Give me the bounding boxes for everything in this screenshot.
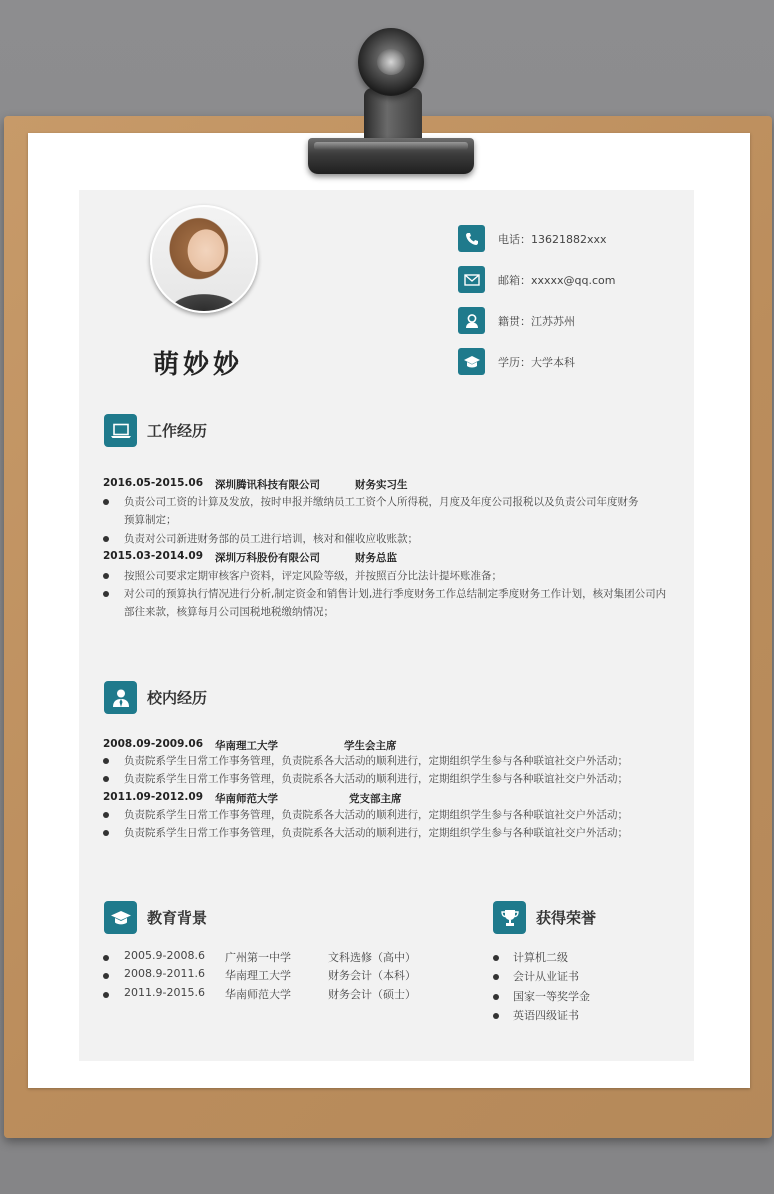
education-period: 2011.9-2015.6 [124, 986, 205, 999]
campus-bullet [103, 770, 663, 788]
education-major: 财务会计（本科） [328, 969, 416, 982]
education-school: 广州第一中学 [225, 951, 291, 964]
bullet-dot [103, 973, 109, 979]
honor-item [493, 1007, 633, 1025]
person-icon [458, 307, 485, 334]
education-school: 华南理工大学 [225, 969, 291, 982]
bullet-dot [103, 812, 109, 818]
section-honors [493, 901, 596, 934]
campus-period: 2008.09-2009.06 [103, 738, 204, 750]
section-education [104, 901, 207, 934]
education-major: 文科选修（高中） [328, 951, 416, 964]
campus-period: 2011.09-2012.09 [103, 791, 204, 803]
education-row [103, 949, 423, 967]
phone-icon [458, 225, 485, 252]
honor-text: 计算机二级 [513, 951, 568, 964]
education-period: 2008.9-2011.6 [124, 967, 205, 980]
section-title: 教育背景 [147, 909, 208, 927]
candidate-name: 萌妙妙 [153, 350, 244, 380]
education-school: 华南师范大学 [225, 988, 291, 1001]
laptop-icon [104, 414, 137, 447]
contact-phone [458, 225, 607, 252]
bullet-dot [103, 830, 109, 836]
student-icon [104, 681, 137, 714]
section-title: 获得荣誉 [536, 909, 597, 927]
trophy-icon [493, 901, 526, 934]
bullet-dot [103, 992, 109, 998]
bullet-dot [103, 499, 109, 505]
bullet-text: 负责公司工资的计算及发放，按时申报并缴纳员工工资个人所得税，月度及年度公司报税以及负责公司年度财务 [124, 496, 639, 508]
bullet-text-continued: 部往来款，核算每月公司国税地税缴纳情况； [124, 606, 334, 618]
graduation-cap-icon [104, 901, 137, 934]
section-campus-experience [104, 681, 207, 714]
bullet-dot [493, 994, 499, 1000]
section-work-experience [104, 414, 207, 447]
clip-ring-icon [358, 28, 424, 96]
honor-text: 英语四级证书 [513, 1009, 579, 1022]
honor-item [493, 988, 633, 1006]
bullet-dot [103, 758, 109, 764]
job-bullet [103, 567, 663, 585]
bullet-text: 负责对公司新进财务部的员工进行培训，核对和催收应收账款； [124, 533, 418, 545]
contact-email [458, 266, 616, 293]
job-role: 财务总监 [355, 552, 397, 564]
contact-phone-text: 电话：13621882xxx [498, 232, 607, 246]
bullet-text: 负责院系学生日常工作事务管理，负责院系各大活动的顺利进行，定期组织学生参与各种联谊社交户外活动； [124, 809, 628, 821]
job-bullet [103, 530, 663, 548]
bullet-text-continued: 预算制定； [124, 514, 177, 526]
bullet-text: 负责院系学生日常工作事务管理，负责院系各大活动的顺利进行，定期组织学生参与各种联谊社交户外活动； [124, 755, 628, 767]
education-major: 财务会计（硕士） [328, 988, 416, 1001]
contact-email-text: 邮箱：xxxxx@qq.com [498, 273, 616, 287]
contact-degree-text: 学历：大学本科 [498, 355, 575, 369]
bullet-dot [103, 776, 109, 782]
contact-hometown-text: 籍贯：江苏苏州 [498, 314, 575, 328]
campus-bullet [103, 752, 663, 770]
contact-degree [458, 348, 575, 375]
campus-role: 党支部主席 [349, 793, 402, 805]
bullet-dot [493, 974, 499, 980]
contact-hometown [458, 307, 575, 334]
job-bullet [103, 585, 667, 621]
job-bullet [103, 493, 663, 529]
education-row [103, 967, 423, 985]
campus-school: 华南理工大学 [215, 740, 278, 752]
bullet-text: 按照公司要求定期审核客户资料，评定风险等级，并按照百分比法计提坏账准备； [124, 570, 502, 582]
bullet-dot [493, 1013, 499, 1019]
campus-bullet [103, 824, 663, 842]
job-company: 深圳万科股份有限公司 [215, 552, 320, 564]
education-period: 2005.9-2008.6 [124, 949, 205, 962]
graduation-cap-icon [458, 348, 485, 375]
job-role: 财务实习生 [355, 479, 408, 491]
section-title: 校内经历 [147, 689, 208, 707]
bullet-dot [103, 536, 109, 542]
job-company: 深圳腾讯科技有限公司 [215, 479, 320, 491]
bullet-text: 负责院系学生日常工作事务管理，负责院系各大活动的顺利进行，定期组织学生参与各种联谊社交户外活动； [124, 827, 628, 839]
bullet-dot [103, 955, 109, 961]
bullet-text: 负责院系学生日常工作事务管理，负责院系各大活动的顺利进行，定期组织学生参与各种联谊社交户外活动； [124, 773, 628, 785]
clip-arm [364, 88, 422, 144]
job-period: 2015.03-2014.09 [103, 550, 204, 562]
campus-school: 华南师范大学 [215, 793, 278, 805]
bullet-text: 对公司的预算执行情况进行分析,制定资金和销售计划,进行季度财务工作总结制定季度财务工作计划，核对集团公司内 [124, 588, 667, 600]
honor-item [493, 968, 633, 986]
education-row [103, 986, 423, 1004]
campus-bullet [103, 806, 663, 824]
avatar [150, 205, 258, 313]
honor-text: 国家一等奖学金 [513, 990, 590, 1003]
campus-role: 学生会主席 [344, 740, 397, 752]
job-period: 2016.05-2015.06 [103, 477, 204, 489]
mail-icon [458, 266, 485, 293]
bullet-dot [103, 573, 109, 579]
clip-plate [308, 138, 474, 174]
bullet-dot [103, 591, 109, 597]
section-title: 工作经历 [147, 422, 208, 440]
honor-text: 会计从业证书 [513, 970, 579, 983]
bullet-dot [493, 955, 499, 961]
honor-item [493, 949, 633, 967]
